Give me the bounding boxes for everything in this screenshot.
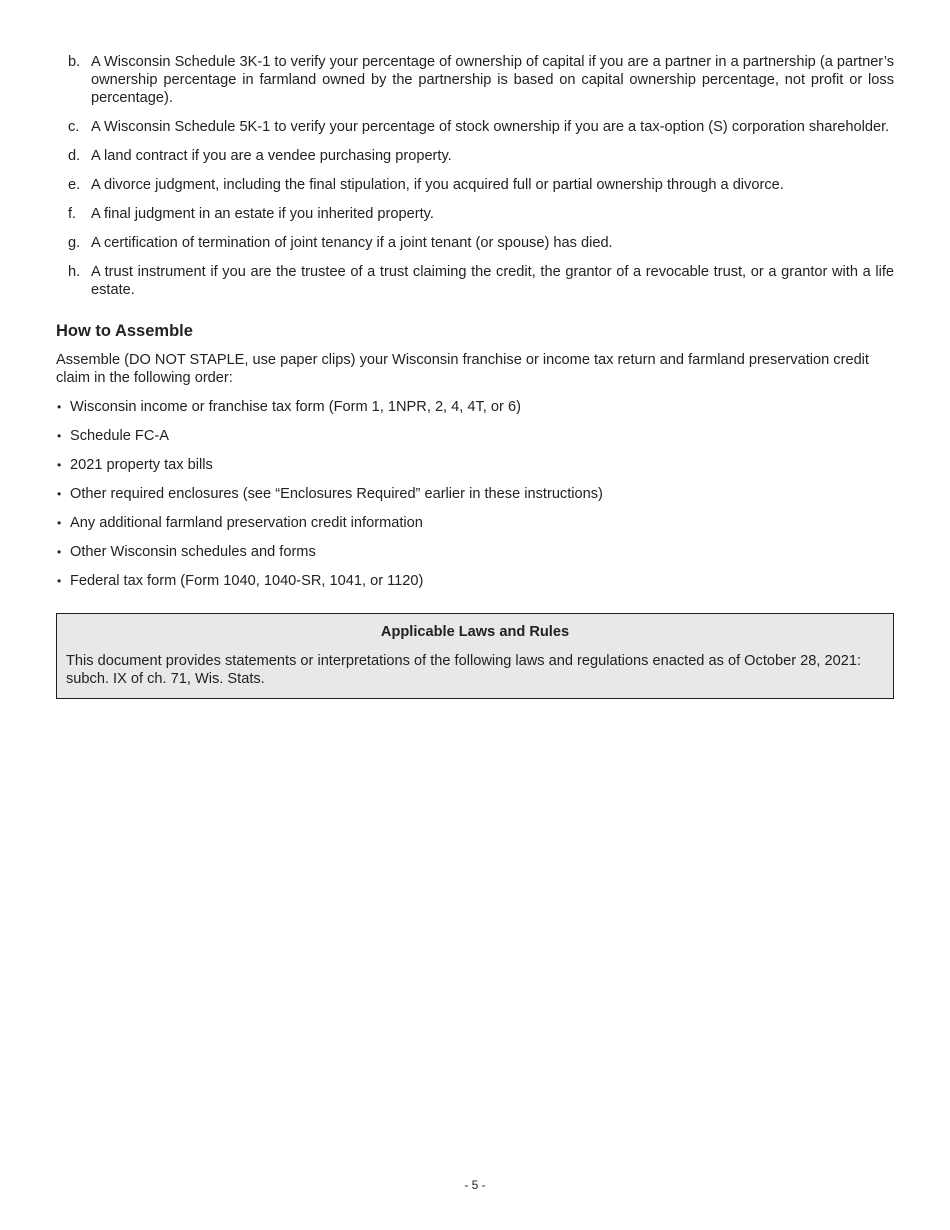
enclosures-list [56, 53, 894, 299]
bullet-icon: • [57, 429, 62, 443]
bullet-icon: • [57, 458, 62, 472]
assemble-item-text: Any additional farmland preservation credit information [70, 515, 423, 531]
enclosure-item-g [56, 234, 894, 252]
bullet-icon: • [57, 400, 62, 414]
enclosure-item-f [56, 205, 894, 223]
assemble-item-text: Schedule FC-A [70, 428, 169, 444]
assemble-order-list [56, 398, 894, 590]
enclosure-letter: g. [68, 235, 81, 251]
section-heading-how-to-assemble: How to Assemble [56, 322, 193, 340]
enclosure-item-h [56, 263, 894, 299]
assemble-item-text: Federal tax form (Form 1040, 1040-SR, 1041, or 1120) [70, 573, 424, 589]
list-item [56, 427, 894, 445]
list-item [56, 456, 894, 474]
laws-box-title: Applicable Laws and Rules [380, 624, 570, 640]
list-item [56, 543, 894, 561]
bullet-icon: • [57, 545, 62, 559]
enclosure-text: A divorce judgment, including the final stipulation, if you acquired full or partial ownership through a divorce. [91, 177, 784, 193]
enclosure-item-b [56, 53, 894, 107]
enclosure-item-d [56, 147, 894, 165]
assemble-item-text: Wisconsin income or franchise tax form (Form 1, 1NPR, 2, 4, 4T, or 6) [70, 399, 521, 415]
laws-box-body: This document provides statements or interpretations of the following laws and regulations enacted as of October 28, 2021: subch. IX of ch. 71, Wis. Stats. [66, 653, 862, 687]
enclosure-text: A Wisconsin Schedule 3K-1 to verify your percentage of ownership of capital if you are a partner in a partnership (a partner’s ownership percentage in farmland owned by the partnership is based on capital ownership percentage, not profit or loss percentage). [91, 54, 894, 106]
bullet-icon: • [57, 516, 62, 530]
enclosure-text: A final judgment in an estate if you inherited property. [91, 206, 434, 222]
list-item [56, 514, 894, 532]
enclosure-text: A Wisconsin Schedule 5K-1 to verify your percentage of stock ownership if you are a tax-option (S) corporation shareholder. [91, 119, 890, 135]
bullet-icon: • [57, 574, 62, 588]
applicable-laws-box [56, 613, 894, 699]
list-item [56, 572, 894, 590]
page-number: - 5 - [464, 1178, 486, 1192]
assemble-intro: Assemble (DO NOT STAPLE, use paper clips) your Wisconsin franchise or income tax return and farmland preservation credit claim in the following order: [56, 352, 869, 386]
bullet-icon: • [57, 487, 62, 501]
enclosure-text: A trust instrument if you are the trustee of a trust claiming the credit, the grantor of a revocable trust, or a grantor with a life estate. [91, 264, 894, 298]
list-item [56, 398, 894, 416]
enclosure-letter: h. [68, 264, 81, 280]
enclosure-letter: d. [68, 148, 81, 164]
enclosure-letter: e. [68, 177, 81, 193]
enclosure-letter: f. [68, 206, 77, 222]
document-page [56, 53, 894, 699]
assemble-item-text: 2021 property tax bills [70, 457, 213, 473]
enclosure-letter: b. [68, 54, 81, 70]
enclosure-text: A land contract if you are a vendee purchasing property. [91, 148, 452, 164]
assemble-item-text: Other Wisconsin schedules and forms [70, 544, 316, 560]
enclosure-letter: c. [68, 119, 80, 135]
list-item [56, 485, 894, 503]
enclosure-item-e [56, 176, 894, 194]
assemble-item-text: Other required enclosures (see “Enclosures Required” earlier in these instructions) [70, 486, 603, 502]
enclosure-text: A certification of termination of joint tenancy if a joint tenant (or spouse) has died. [91, 235, 613, 251]
enclosure-item-c [56, 118, 894, 136]
